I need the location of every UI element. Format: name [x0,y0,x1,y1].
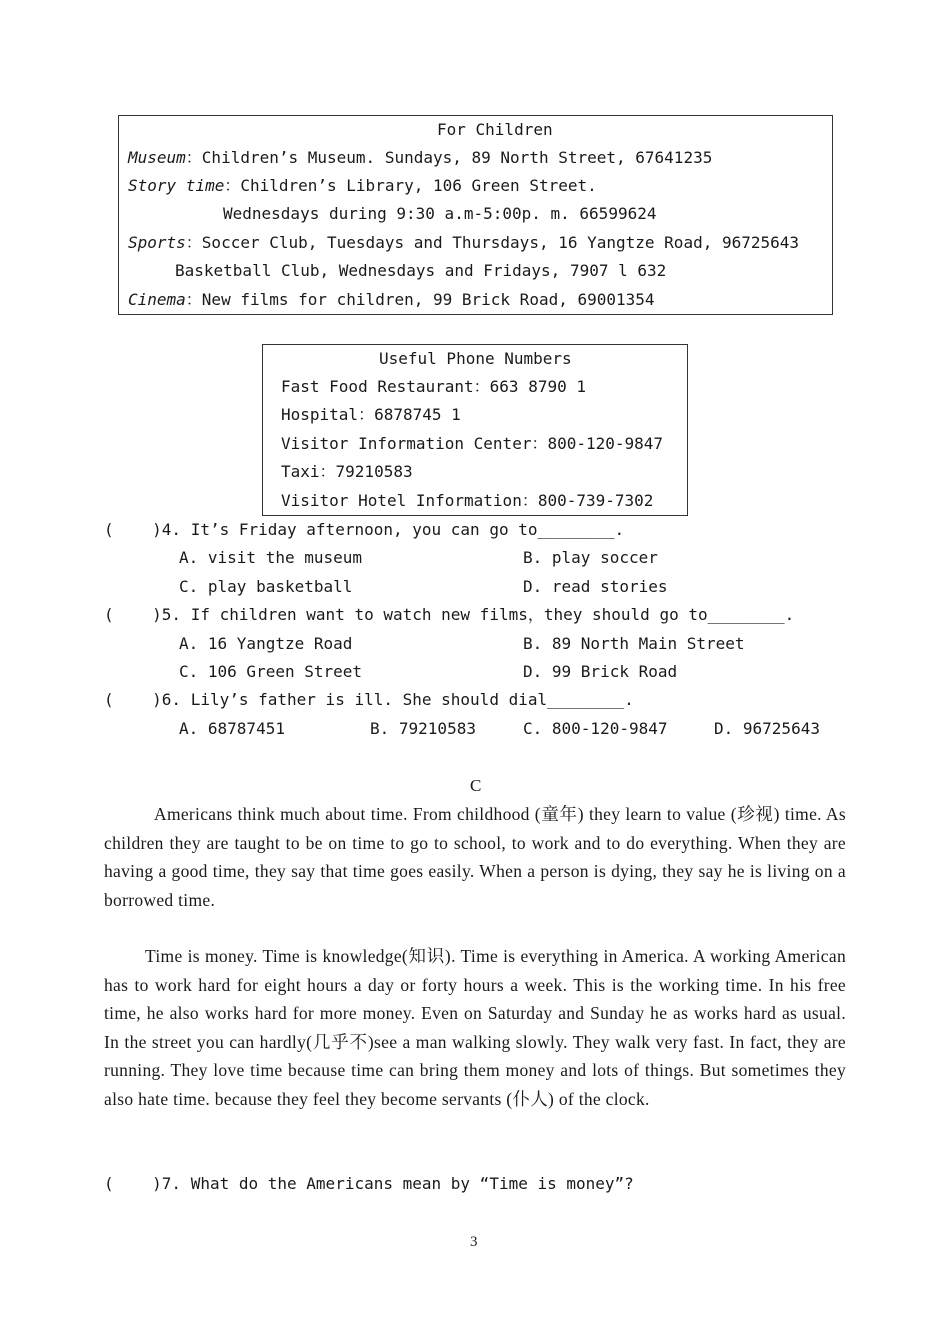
q6-option-c: C. 800-120-9847 [523,719,668,738]
for-children-title: For Children [437,120,553,139]
q5-option-b: B. 89 North Main Street [523,634,745,653]
sports-label: Sports [128,233,186,252]
question-7: ( )7. What do the Americans mean by “Time is money”? [104,1174,634,1193]
cinema-text: ：New films for children, 99 Brick Road, 69001354 [185,290,655,309]
q6-option-b: B. 79210583 [370,719,476,738]
sports-text: ：Soccer Club, Tuesdays and Thursdays, 16 Yangtze Road, 96725643 [185,233,800,252]
sports-line [128,229,799,257]
question-5: ( )5. If children want to watch new films，they should go to________. [104,605,795,624]
story-time-line-2: Wednesdays during 9:30 a.m-5:00p. m. 66599624 [223,204,657,223]
q6-option-d: D. 96725643 [714,719,820,738]
phone-line-hospital: Hospital：6878745 1 [281,405,461,424]
story-time-label: Story time [128,176,225,195]
q5-option-d: D. 99 Brick Road [523,662,678,681]
cinema-line [128,286,655,314]
passage-paragraph-2 [104,942,846,1113]
q4-option-d: D. read stories [523,577,668,596]
museum-label: Museum [128,148,186,167]
passage-paragraph-2-text: Time is money. Time is knowledge(知识). Time is everything in America. A working American has to work hard for eight hours a day or forty hours a week. This is the working time. In his free time, he also works hard for more money. Even on Saturday and Sunday he as works hard as usual. In the street you can hardly(几乎不)see a man walking slowly. They walk very fast. In fact, they are running. They love time because time can bring them money and lots of things. But sometimes they also hate time. because they feel they become servants (仆人) of the clock. [104,946,846,1109]
phone-line-taxi: Taxi：79210583 [281,462,413,481]
q5-option-c: C. 106 Green Street [179,662,363,681]
passage-paragraph-1-text: Americans think much about time. From childhood (童年) they learn to value (珍视) time. As children they are taught to be on time to go to school, to work and to do everything. When they are having a good time, they say that time goes easily. When a person is dying, they say he is living on a borrowed time. [104,804,846,910]
q4-option-a: A. visit the museum [179,548,363,567]
passage-paragraph-1 [104,800,846,914]
q4-option-b: B. play soccer [523,548,658,567]
museum-text: ：Children’s Museum. Sundays, 89 North Street, 67641235 [185,148,713,167]
q5-option-a: A. 16 Yangtze Road [179,634,353,653]
phone-line-fast-food: Fast Food Restaurant：663 8790 1 [281,377,586,396]
question-6: ( )6. Lily’s father is ill. She should dial________. [104,690,634,709]
story-time-line [128,172,597,200]
phone-line-visitor-info: Visitor Information Center：800-120-9847 [281,434,664,453]
q4-option-c: C. play basketball [179,577,353,596]
q6-option-a: A. 68787451 [179,719,285,738]
phone-line-hotel: Visitor Hotel Information：800-739-7302 [281,491,654,510]
section-c-heading: C [470,776,482,795]
question-4: ( )4. It’s Friday afternoon, you can go to________. [104,520,625,539]
page-number: 3 [470,1234,478,1250]
story-time-text: ：Children’s Library, 106 Green Street. [224,176,597,195]
cinema-label: Cinema [128,290,186,309]
sports-line-2: Basketball Club, Wednesdays and Fridays, 7907 l 632 [175,261,667,280]
museum-line [128,144,712,172]
phone-numbers-title: Useful Phone Numbers [379,349,572,368]
